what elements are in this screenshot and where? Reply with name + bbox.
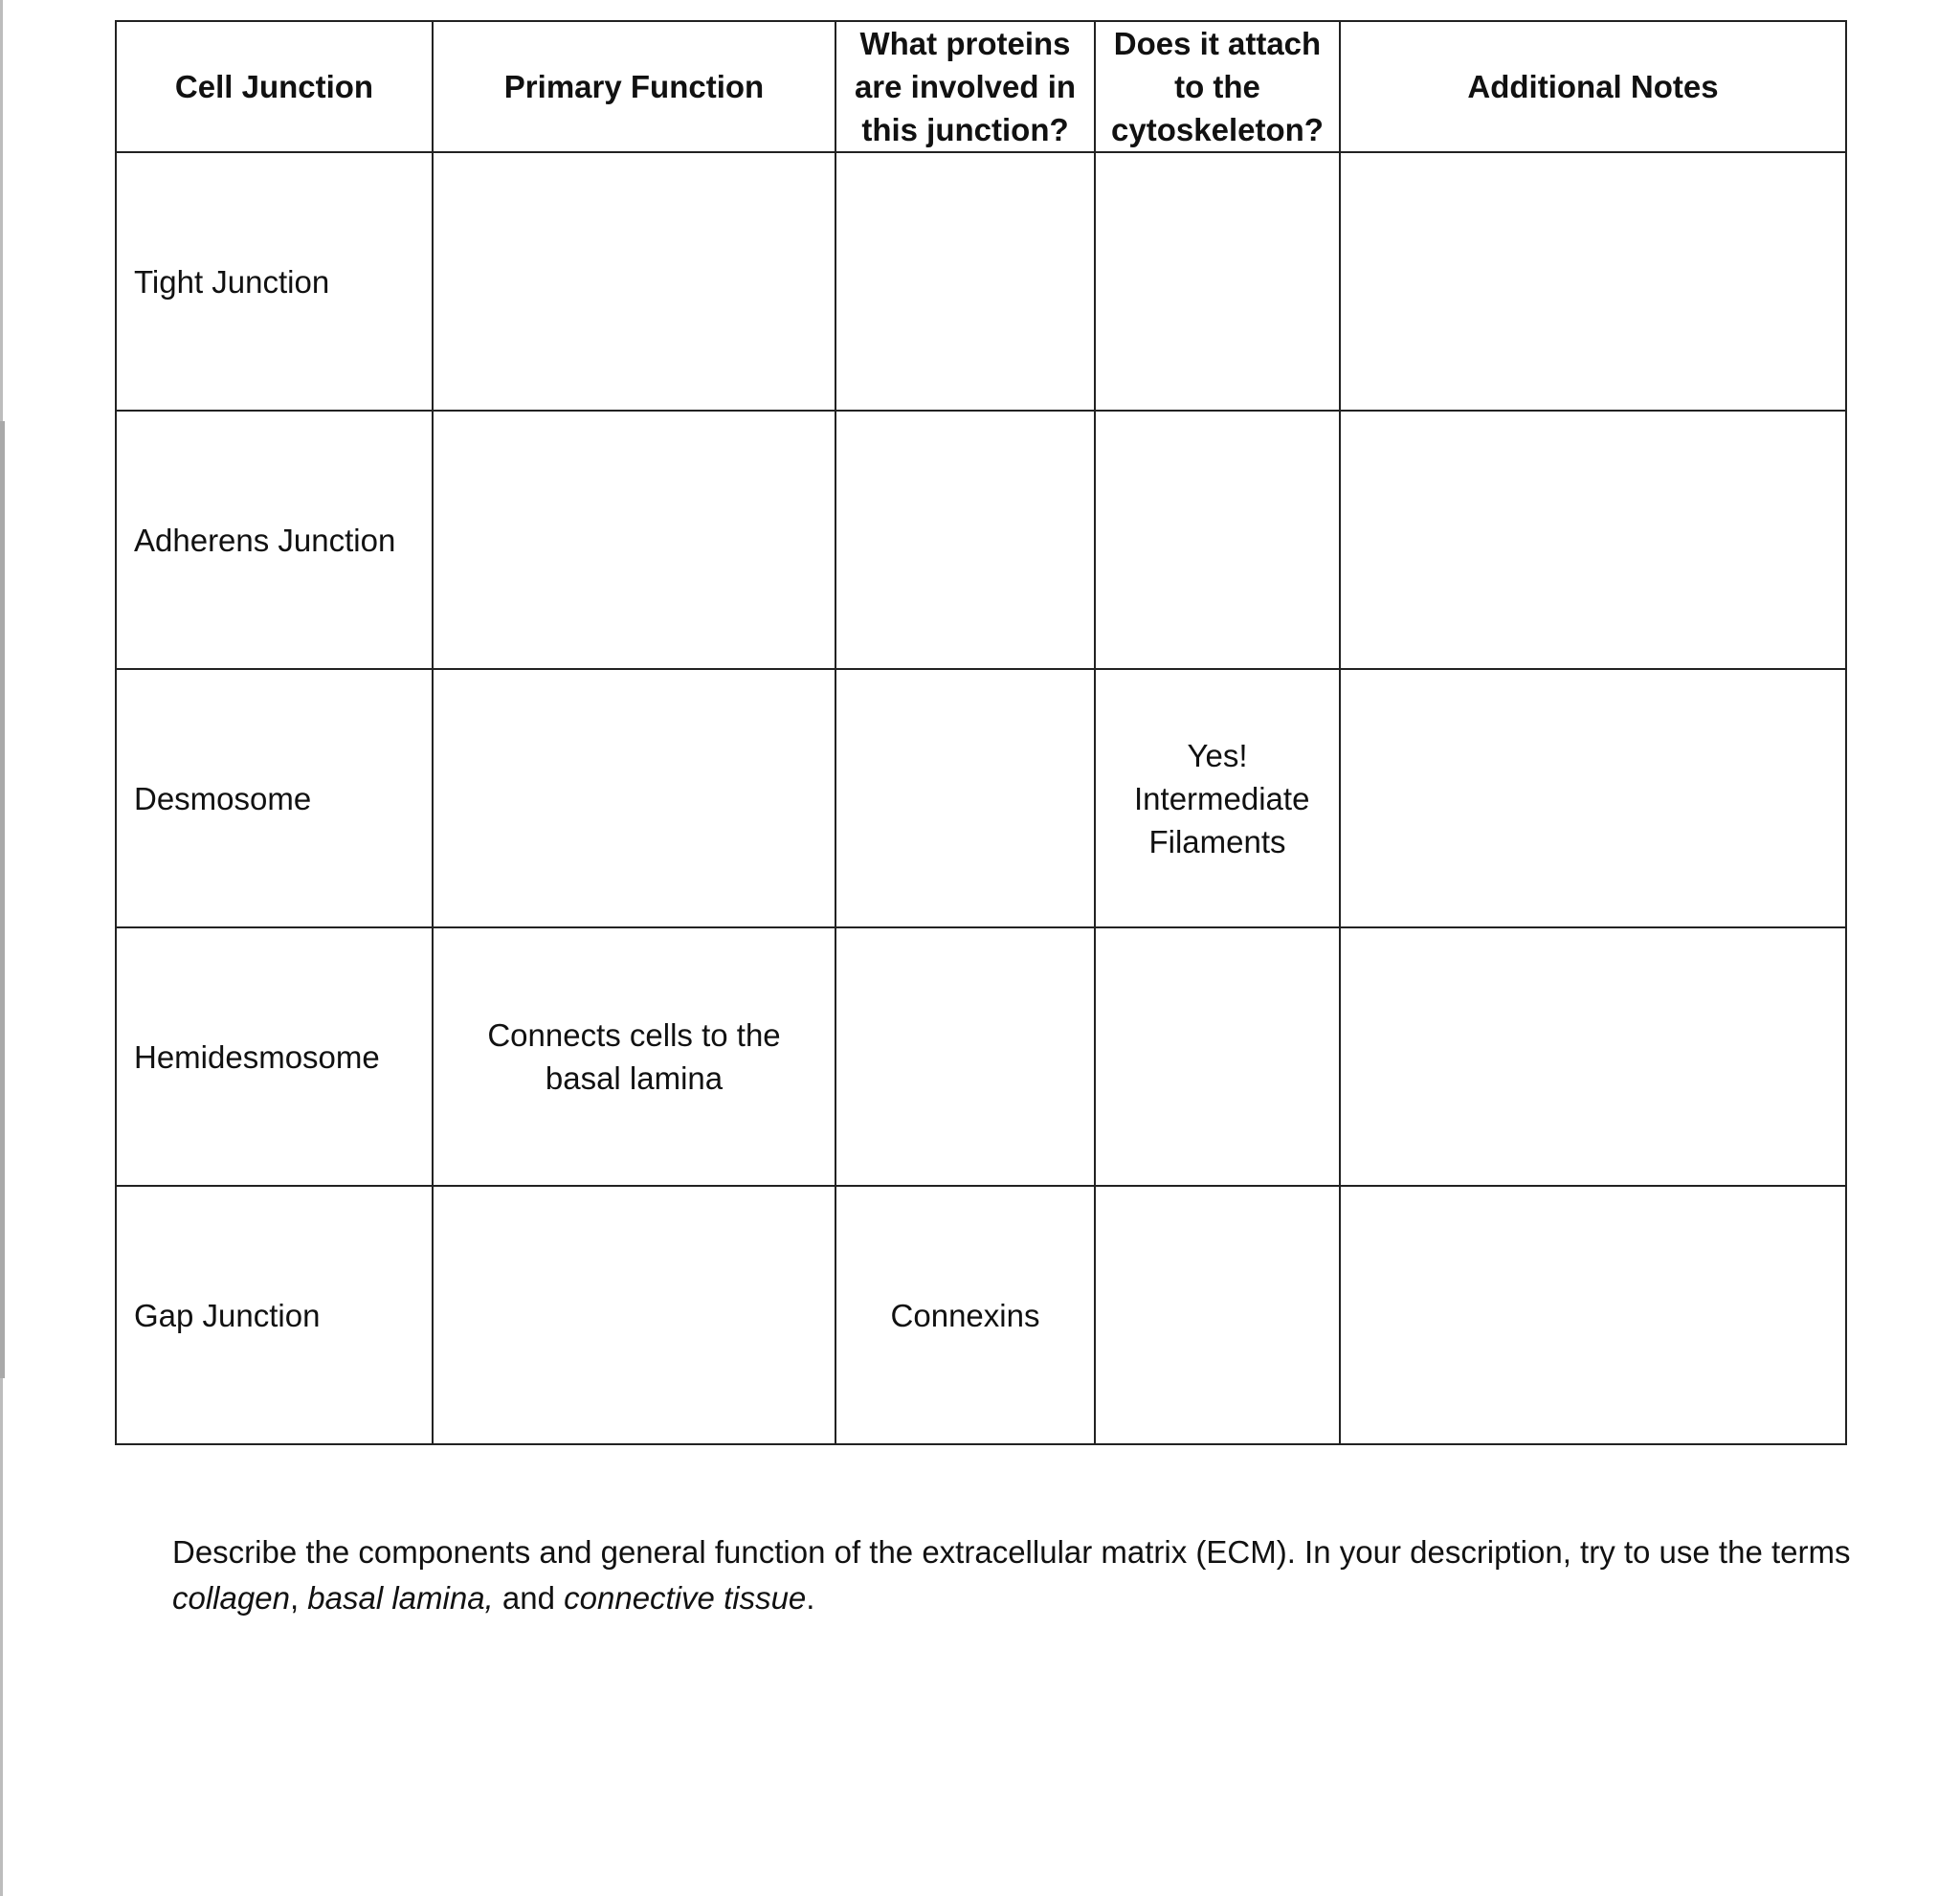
row-label-hemidesmosome: Hemidesmosome bbox=[116, 927, 433, 1186]
header-additional-notes: Additional Notes bbox=[1340, 21, 1846, 152]
prompt-term-basal-lamina: basal lamina, bbox=[307, 1580, 494, 1616]
cell-proteins bbox=[835, 411, 1095, 669]
prompt-end: . bbox=[806, 1580, 815, 1616]
cell-cytoskeleton bbox=[1095, 152, 1340, 411]
header-cytoskeleton: Does it attach to the cytoskeleton? bbox=[1095, 21, 1340, 152]
cell-primary-function bbox=[433, 411, 835, 669]
row-label-adherens-junction: Adherens Junction bbox=[116, 411, 433, 669]
cell-cytoskeleton bbox=[1095, 1186, 1340, 1444]
table-row bbox=[116, 411, 1846, 669]
page-edge-shadow bbox=[0, 421, 5, 1378]
cell-proteins: Connexins bbox=[835, 1186, 1095, 1444]
cell-additional-notes bbox=[1340, 1186, 1846, 1444]
cell-cytoskeleton bbox=[1095, 411, 1340, 669]
prompt-separator: , bbox=[289, 1580, 308, 1616]
cell-primary-function bbox=[433, 669, 835, 927]
table-header-row bbox=[116, 21, 1846, 152]
cell-proteins bbox=[835, 669, 1095, 927]
cell-proteins bbox=[835, 152, 1095, 411]
header-cell-junction: Cell Junction bbox=[116, 21, 433, 152]
header-primary-function: Primary Function bbox=[433, 21, 835, 152]
cell-primary-function bbox=[433, 1186, 835, 1444]
table-row bbox=[116, 152, 1846, 411]
cell-cytoskeleton bbox=[1095, 927, 1340, 1186]
cell-additional-notes bbox=[1340, 927, 1846, 1186]
cell-primary-function: Connects cells to the basal lamina bbox=[433, 927, 835, 1186]
cell-additional-notes bbox=[1340, 152, 1846, 411]
prompt-separator: and bbox=[493, 1580, 565, 1616]
table-row bbox=[116, 1186, 1846, 1444]
cell-primary-function bbox=[433, 152, 835, 411]
cell-additional-notes bbox=[1340, 669, 1846, 927]
row-label-gap-junction: Gap Junction bbox=[116, 1186, 433, 1444]
prompt-lead: Describe the components and general function of the extracellular matrix (ECM). In your description, try to use the terms bbox=[172, 1534, 1851, 1570]
table-row bbox=[116, 927, 1846, 1186]
ecm-question-prompt bbox=[172, 1529, 1857, 1621]
prompt-term-connective-tissue: connective tissue bbox=[564, 1580, 807, 1616]
prompt-term-collagen: collagen bbox=[172, 1580, 290, 1616]
row-label-desmosome: Desmosome bbox=[116, 669, 433, 927]
table-row bbox=[116, 669, 1846, 927]
row-label-tight-junction: Tight Junction bbox=[116, 152, 433, 411]
cell-junction-table bbox=[115, 20, 1847, 1445]
cell-cytoskeleton: Yes! Intermediate Filaments bbox=[1095, 669, 1340, 927]
cell-proteins bbox=[835, 927, 1095, 1186]
cell-additional-notes bbox=[1340, 411, 1846, 669]
header-proteins: What proteins are involved in this junction? bbox=[835, 21, 1095, 152]
